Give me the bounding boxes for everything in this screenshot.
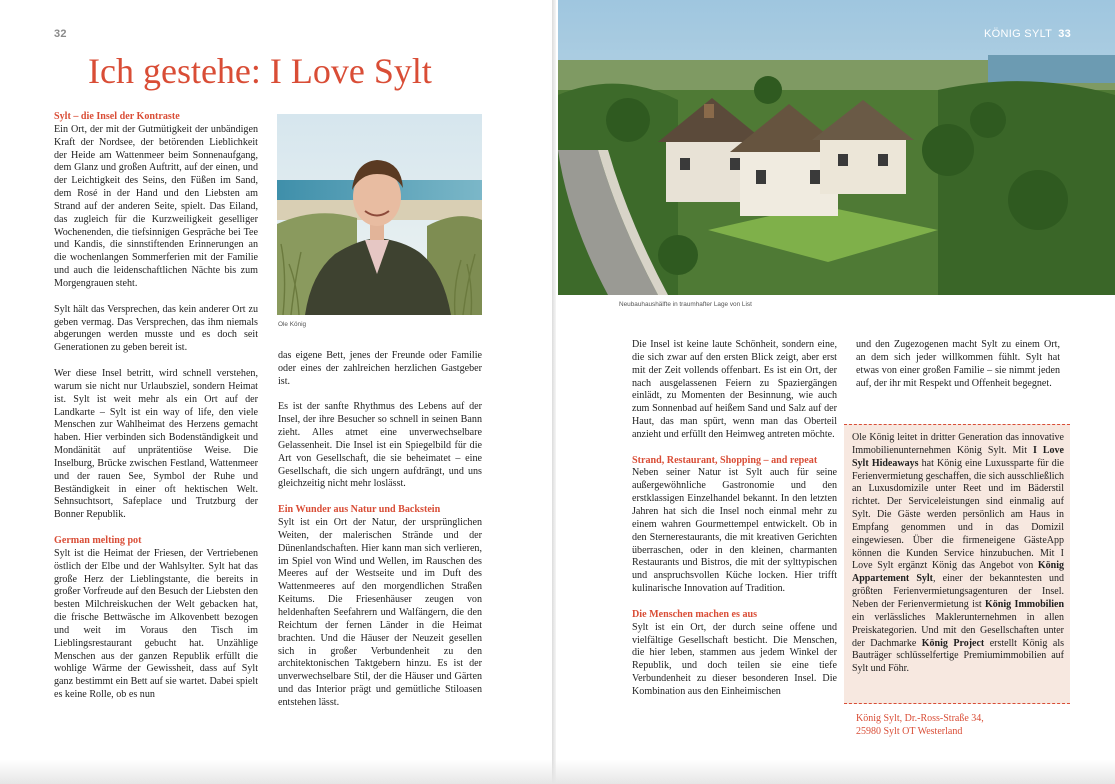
header-label: KÖNIG SYLT (984, 28, 1053, 40)
page-number-left: 32 (54, 28, 67, 40)
text-column-4 (856, 339, 1060, 390)
paragraph: Sylt hält das Versprechen, das kein anderer Ort zu geben vermag. Das Versprechen, das ihm niemals abgerungen werden musste und es doch seit Generationen zu geben bereit ist. (54, 303, 258, 354)
brand-name: König Appartement Sylt (852, 560, 1064, 585)
paragraph: Die Insel ist keine laute Schönheit, sondern eine, die sich zwar auf den ersten Blick zeigt, aber erst mit der Zeit vollends offenbart. Es ist ein Ort, der nach ausgelassenen Feiern zu Spaziergängen einlädt, zu Momenten der Besinnung, wie auch zum Sonnenbad auf heißem Sand und Salz auf der Haut, das man spürt, wenn man das Oberteil anzieht und erfüllt den Heimweg antreten möchte. (632, 339, 837, 440)
page-shadow (0, 760, 1115, 784)
aerial-house-image (558, 0, 1115, 295)
page-number-right: 33 (1058, 28, 1072, 40)
text-column-1 (54, 111, 258, 702)
photo-caption: Neubauhaushälfte in traumhafter Lage von List (619, 301, 752, 308)
paragraph: Sylt ist ein Ort der Natur, der ursprünglichen Weiten, der malerischen Strände und der Dünenlandschaften. Hier kann man sich verlieren, im Spiel von Wind und Wellen, im Rauschen des Meeres auf der Westseite und im Duft des Wattenmeeres auf den morgendlichen Straßen Keitums. Die Friesenhäuser zeugen von heldenhaften Seefahrern und Walfängern, die den Reichtum der fernen Länder in die Heimat brachten. Und die Häuser der Neuzeit gesellen sich in großer Verbundenheit zu den architektonischen Taktgebern hinzu. Es ist der unverwechselbare Stil, der die Häuser und Gärten und das Interior prägt und gemütliche Stiloasen entstehen lässt. (278, 517, 482, 708)
running-header (984, 28, 1071, 40)
paragraph: Es ist der sanfte Rhythmus des Lebens auf der Insel, der ihre Besucher so schnell in seinen Bann zieht. Alles atmet eine unverwechselbare Gelassenheit. Die Insel ist ein Spiegelbild für die Art von Gesellschaft, die sie beheimatet – eine Gesellschaft, die sich ungern aufdrängt, und uns gleichzeitig nicht mehr loslässt. (278, 401, 482, 490)
paragraph: Ein Ort, der mit der Gutmütigkeit der unbändigen Kraft der Nordsee, der betörenden Lieblichkeit der Heide am Wattenmeer beim Sonnenaufgang, dem Glanz und großen Auftritt, auf der einen, und der Leichtigkeit des Seins, den Füßen im Sand, dem Rosé in der Hand und den Liebsten am Strand auf der anderen Seite, spielt. Das Eiland, das zugleich für die Kurzweiligkeit geselliger Wochenenden, die tiefsinnigen Gespräche bei Tee und Kandis, die sinnstiftenden Erinnerungen an die wochenlangen Sommerferien mit der Familie und auch die leidenschaftlichen Nächte bis zum Morgengrauen steht. (54, 123, 258, 289)
article-title: Ich gestehe: I Love Sylt (88, 51, 432, 91)
section-heading: Sylt – die Insel der Kontraste (54, 111, 180, 122)
paragraph: Sylt ist ein Ort, der durch seine offene und vielfältige Gesellschaft besticht. Die Menschen, die hier leben, stammen aus jedem Winkel der Republik, und doch teilen sie eine tiefe Verbundenheit zu dieser besonderen Insel. Die Kombination aus den Einheimischen (632, 621, 837, 697)
brand-name: I Love Sylt Hideaways (852, 444, 1064, 469)
portrait-caption: Ole König (278, 321, 307, 328)
paragraph: Neben seiner Natur ist Sylt auch für seine außergewöhnliche Gastronomie und den erstklassigen Einzelhandel bekannt. In den letzten Jahren hat sich die Insel noch einmal mehr zu einem wahren Gourmettempel entwickelt. Ob in den Sternerestaurants, die mit kreativen Gerichten überraschen, oder in den kleinen, charmanten Restaurants und Bistros, die mit der sylttypischen und anspruchsvollen Küche locken. Hier trifft kulinarische Innovation auf Tradition. (632, 467, 837, 595)
info-text: Ole König leitet in dritter Generation das innovative Immobilienunternehmen König Sylt. Mit I Love Sylt Hideaways hat König eine Luxussparte für die Ferienvermietung geschaffen, die sich ausschließlich an Luxusdomizile unter Reet und im Bäderstil richtet. Der Serviceleistungen sind einmalig auf Sylt. Die Gäste werden persönlich am Haus in Empfang genommen und in das Domizil eingewiesen. Über die firmeneigene GästeApp können die Kunden Service hinzubuchen. Mit I Love Sylt ergänzt König das Angebot von König Appartement Sylt, einer der bekanntesten und größten Ferienvermietungsagenturen der Insel. Neben der Ferienvermietung ist König Immobilien ein verlässliches Maklerunternehmen in allen Preiskategorien. Und mit den Gesellschaften unter der Dachmarke König Project erstellt König als Bauträger schlüsselfertige Premiumimmobilien auf Sylt und Föhr. (852, 432, 1065, 675)
brand-name: König Project (921, 637, 985, 649)
address-line: König Sylt, Dr.-Ross-Straße 34, (856, 713, 984, 724)
left-page (0, 0, 552, 784)
paragraph: das eigene Bett, jenes der Freunde oder Familie oder eines der zahlreichen herzlichen Gastgeber ist. (278, 350, 482, 387)
paragraph: Sylt ist die Heimat der Friesen, der Vertriebenen östlich der Elbe und der Wahlsylter. Sylt hat das große Herz der Lieblingstante, die bereits in großer Vorfreude auf den Besuch der Liebsten den besten Milchreiskuchen der Welt gebacken hat, die frische Bettwäsche im Alkovenbett bezogen und weit im Voraus den Tisch im Lieblingsrestaurant gebucht hat. Unzählige Menschen aus der ganzen Republik erfüllt die wohlige Wärme der Gewissheit, dass auf Sylt ganz bestimmt ein Bett auf sie wartet. Dabei spielt es keine Rolle, ob es nun (54, 547, 258, 701)
text-column-2 (278, 350, 482, 710)
address-line: 25980 Sylt OT Westerland (856, 726, 963, 737)
company-address (856, 712, 984, 738)
section-heading: German melting pot (54, 534, 142, 546)
paragraph: Wer diese Insel betritt, wird schnell verstehen, warum sie nicht nur Urlaubsziel, sondern Heimat ist. Sylt ist weit mehr als ein Ort auf der Landkarte – Sylt ist ein way of life, den viele Menschen zur Wahlheimat des Herzens gemacht haben. Hier verbinden sich Bodenständigkeit und Mondänität auf unprätentiöse Weise. Die Inselburg, Brücke zwischen Festland, Wattenmeer und der rauen See, Symbol der Ruhe und Beständigkeit in einer oft hektischen Welt. Sehnsuchtsort, Safeplace und Trutzburg der Bonner Republik. (54, 367, 258, 521)
section-heading: Strand, Restaurant, Shopping – and repeat (632, 454, 818, 466)
paragraph: und den Zugezogenen macht Sylt zu einem Ort, an dem sich jeder willkommen fühlt. Sylt hat etwas von einer großen Familie – sie nimmt jeden auf, der ihr mit Respekt und Offenheit begegnet. (856, 339, 1060, 389)
company-info-box (844, 424, 1070, 704)
section-heading: Die Menschen machen es aus (632, 608, 758, 620)
brand-name: König Immobilien (985, 598, 1065, 610)
section-heading: Ein Wunder aus Natur und Backstein (278, 504, 441, 516)
text-column-3 (632, 339, 837, 699)
portrait-photo (277, 114, 482, 315)
portrait-image (277, 114, 482, 315)
house-photo (558, 0, 1115, 295)
